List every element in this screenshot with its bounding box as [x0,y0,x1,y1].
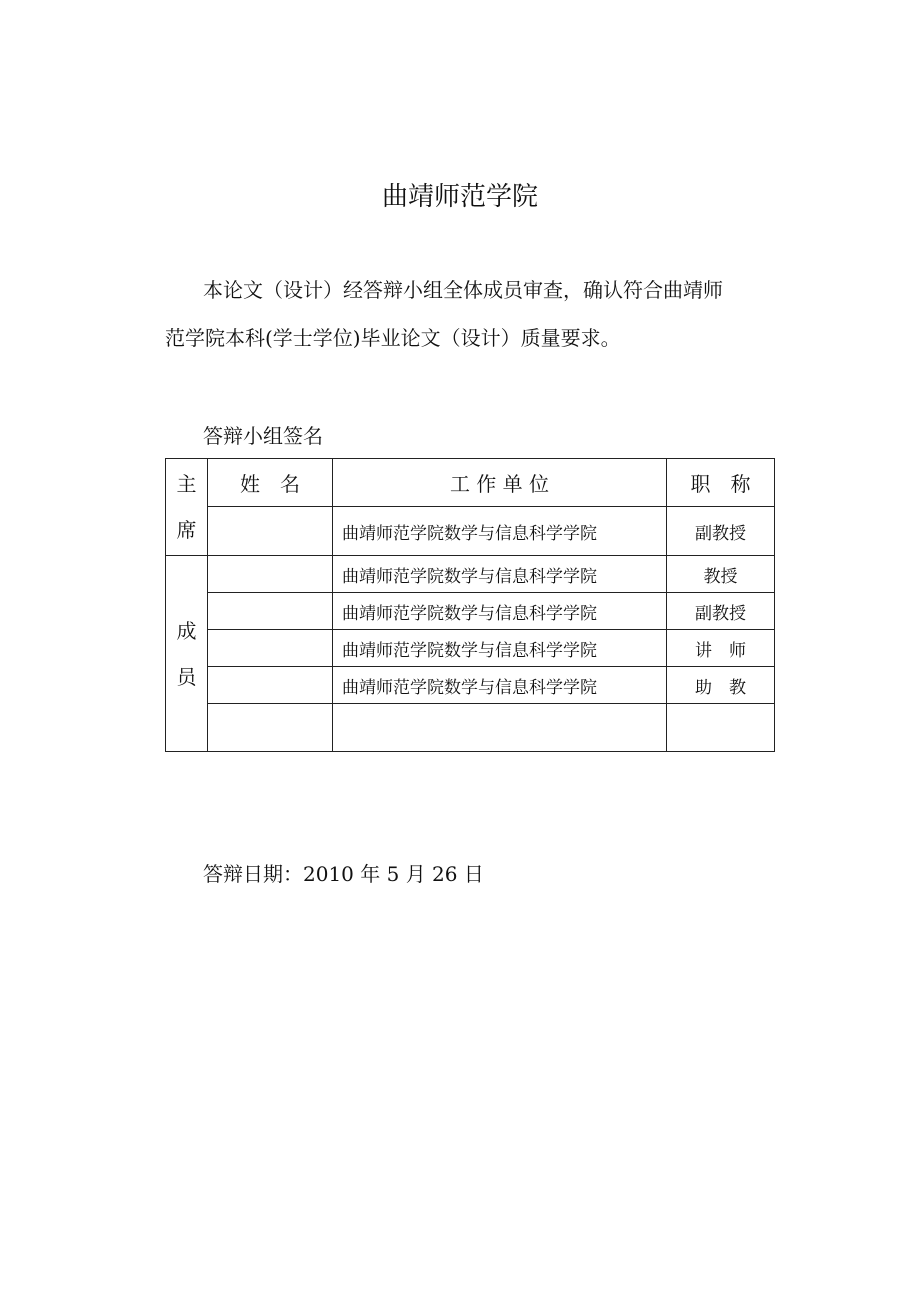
member-name-cell [208,667,333,704]
chair-role-char-1: 主 [176,472,197,496]
member-name-cell [208,630,333,667]
members-role-char-2: 员 [176,664,197,689]
member-row [166,593,775,630]
chair-name-cell [208,507,333,556]
member-name-cell [208,556,333,593]
members-role-cell [166,556,208,752]
member-row [166,667,775,704]
member-unit-cell [333,704,667,752]
member-row [166,630,775,667]
member-row [166,704,775,752]
member-title-cell: 讲 师 [667,630,775,667]
statement-line-2: 范学院本科(学士学位)毕业论文（设计）质量要求。 [165,326,621,350]
page-title: 曲靖师范学院 [381,182,538,212]
member-title-cell [667,704,775,752]
chair-title-cell: 副教授 [667,507,775,556]
member-title-cell: 副教授 [667,593,775,630]
chair-row [166,507,775,556]
defense-date: 答辩日期：2010 年 5 月 26 日 [203,862,484,886]
committee-signature-label: 答辩小组签名 [203,424,323,448]
member-name-cell [208,704,333,752]
statement-line-1: 本论文（设计）经答辩小组全体成员审查，确认符合曲靖师 [203,278,723,302]
chair-role-char-2: 席 [176,518,197,542]
member-unit-cell: 曲靖师范学院数学与信息科学学院 [333,593,667,630]
members-role-char-1: 成 [176,618,197,643]
header-unit: 工 作 单 位 [333,459,667,507]
member-title-cell: 教授 [667,556,775,593]
member-row [166,556,775,593]
header-name: 姓 名 [208,459,333,507]
chair-unit-cell: 曲靖师范学院数学与信息科学学院 [333,507,667,556]
chair-role-cell [166,459,208,556]
member-title-cell: 助 教 [667,667,775,704]
committee-table [165,458,775,752]
header-title: 职 称 [667,459,775,507]
member-unit-cell: 曲靖师范学院数学与信息科学学院 [333,556,667,593]
member-unit-cell: 曲靖师范学院数学与信息科学学院 [333,630,667,667]
table-header-row [166,459,775,507]
member-name-cell [208,593,333,630]
approval-statement [165,266,775,362]
member-unit-cell: 曲靖师范学院数学与信息科学学院 [333,667,667,704]
